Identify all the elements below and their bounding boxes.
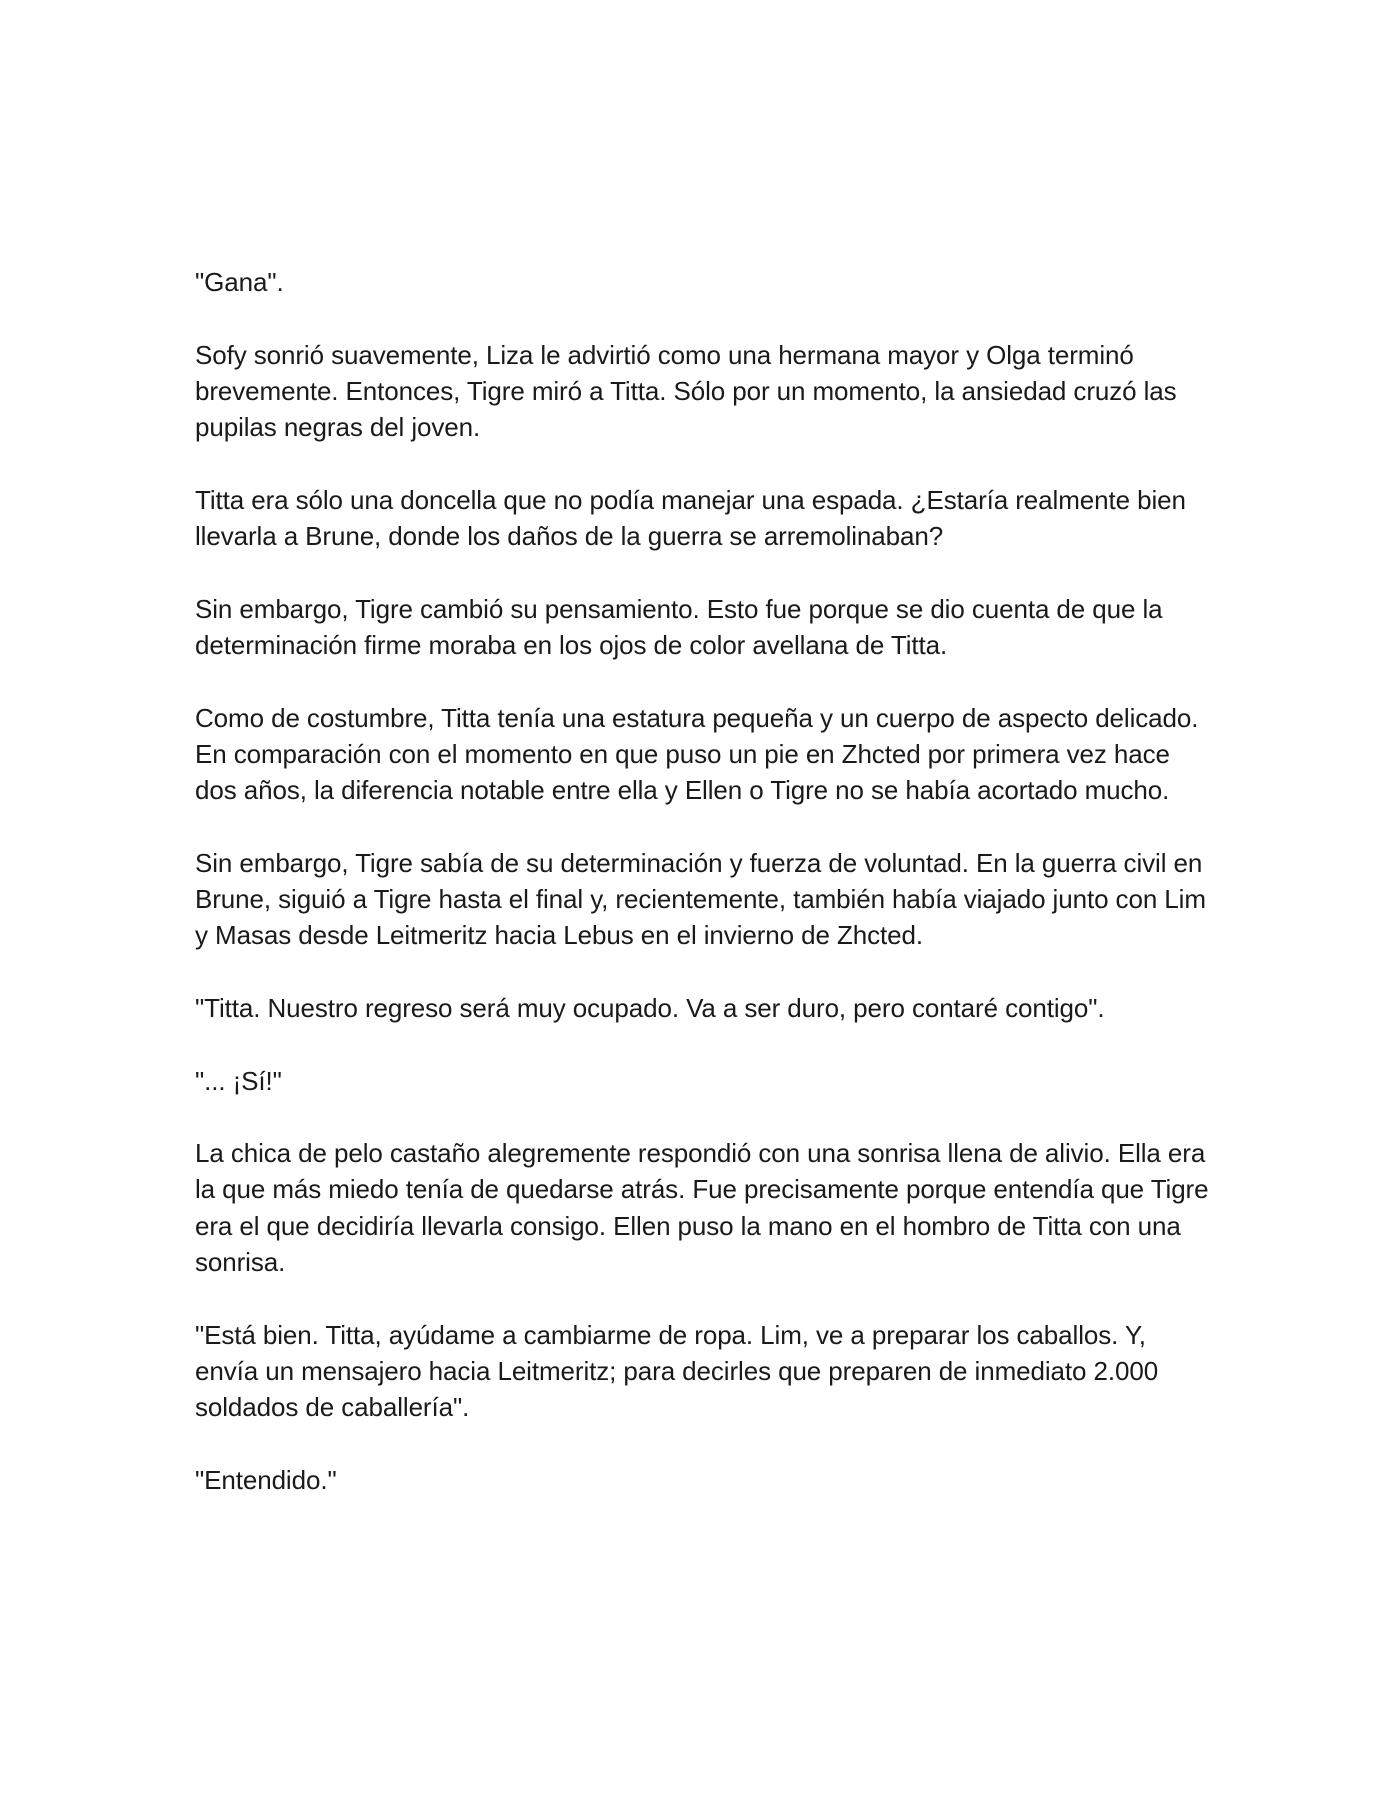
paragraph: "Gana". [195,267,284,297]
paragraph: La chica de pelo castaño alegremente respondió con una sonrisa llena de alivio. Ella era la que más miedo tenía de quedarse atrás. Fue precisamente porque entendía que Tigre era el que decidiría llevarla consigo. Ellen puso la mano en el hombro de Titta con una sonrisa. [195,1138,1209,1278]
paragraph: "... ¡Sí!" [195,1065,282,1096]
paragraph: Sin embargo, Tigre sabía de su determinación y fuerza de voluntad. En la guerra civil en Brune, siguió a Tigre hasta el final y, recientemente, también había viajado junto con Lim y Masas desde Leitmeritz hacia Lebus en el invierno de Zhcted. [195,847,1206,951]
paragraph: Sin embargo, Tigre cambió su pensamiento. Esto fue porque se dio cuenta de que la determinación firme moraba en los ojos de color avellana de Titta. [195,593,1163,660]
paragraph: "Titta. Nuestro regreso será muy ocupado. Va a ser duro, pero contaré contigo". [195,992,1105,1023]
paragraph: "Entendido." [195,1464,337,1495]
paragraph: "Está bien. Titta, ayúdame a cambiarme de ropa. Lim, ve a preparar los caballos. Y, envía un mensajero hacia Leitmeritz; para decirles que preparen de inmediato 2.000 soldados de caballería". [195,1319,1159,1423]
paragraph: Como de costumbre, Titta tenía una estatura pequeña y un cuerpo de aspecto delicado. En comparación con el momento en que puso un pie en Zhcted por primera vez hace dos años, la diferencia notable entre ella y Ellen o Tigre no se había acortado mucho. [195,702,1199,806]
paragraph: Sofy sonrió suavemente, Liza le advirtió como una hermana mayor y Olga terminó brevemente. Entonces, Tigre miró a Titta. Sólo por un momento, la ansiedad cruzó las pupilas negras del joven. [195,339,1177,443]
paragraph: Titta era sólo una doncella que no podía manejar una espada. ¿Estaría realmente bien llevarla a Brune, donde los daños de la guerra se arremolinaban? [195,484,1186,552]
document-body [195,264,1215,1534]
